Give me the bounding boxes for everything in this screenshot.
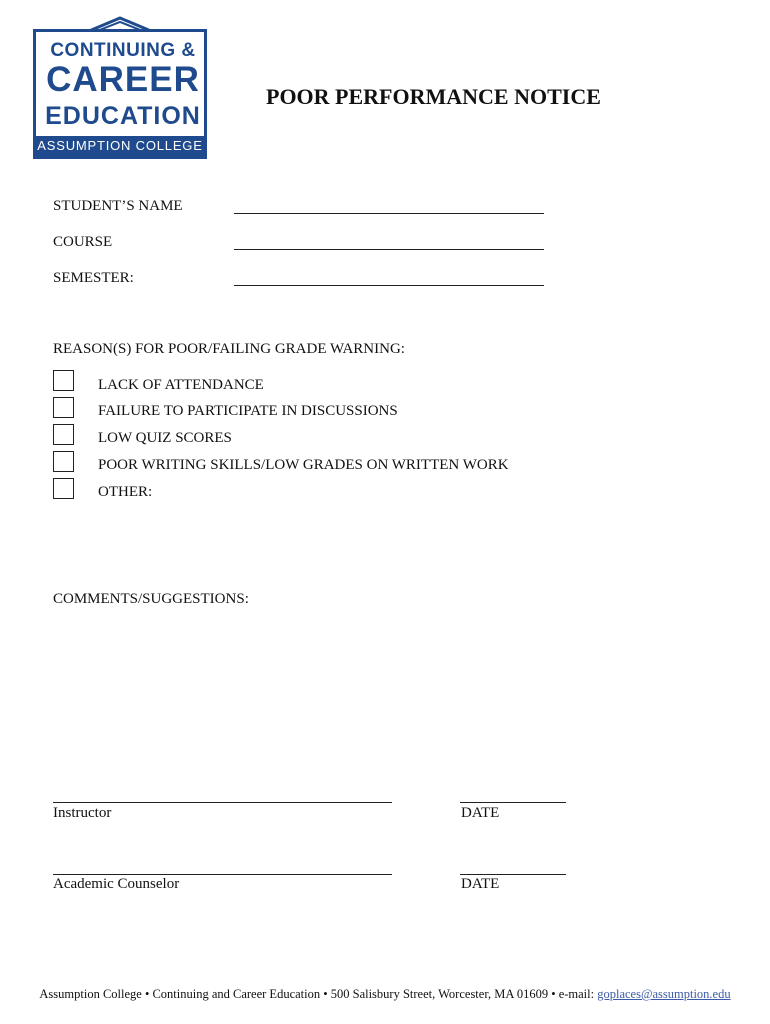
- reasons-heading: REASON(S) FOR POOR/FAILING GRADE WARNING:: [53, 341, 405, 357]
- footer-address: Assumption College • Continuing and Career Education • 500 Salisbury Street, Worcester, MA 01609 • e-mail:: [39, 987, 598, 1001]
- checkbox-poor-writing[interactable]: [53, 451, 74, 472]
- instructor-date-line[interactable]: [460, 802, 566, 803]
- footer: [0, 987, 770, 1002]
- reason-label-other: OTHER:: [98, 484, 153, 500]
- logo-text-career: CAREER: [46, 60, 200, 99]
- checkbox-failure-to-participate[interactable]: [53, 397, 74, 418]
- logo-text-continuing: CONTINUING &: [50, 40, 196, 61]
- course-line[interactable]: [234, 249, 544, 250]
- student-name-label: STUDENT’S NAME: [53, 198, 183, 214]
- counselor-label: Academic Counselor: [53, 876, 180, 892]
- footer-email-link[interactable]: goplaces@assumption.edu: [597, 987, 731, 1001]
- logo-text-college: ASSUMPTION COLLEGE: [36, 136, 204, 156]
- checkbox-lack-of-attendance[interactable]: [53, 370, 74, 391]
- checkbox-low-quiz-scores[interactable]: [53, 424, 74, 445]
- instructor-date-label: DATE: [461, 805, 500, 821]
- counselor-signature-line[interactable]: [53, 874, 392, 875]
- reason-label-attendance: LACK OF ATTENDANCE: [98, 377, 264, 393]
- counselor-date-line[interactable]: [460, 874, 566, 875]
- student-name-line[interactable]: [234, 213, 544, 214]
- logo: [31, 16, 209, 159]
- semester-label: SEMESTER:: [53, 270, 134, 286]
- course-label: COURSE: [53, 234, 113, 250]
- reason-label-quiz: LOW QUIZ SCORES: [98, 430, 232, 446]
- reason-label-participation: FAILURE TO PARTICIPATE IN DISCUSSIONS: [98, 403, 398, 419]
- instructor-label: Instructor: [53, 805, 112, 821]
- logo-text-education: EDUCATION: [45, 102, 201, 130]
- comments-heading: COMMENTS/SUGGESTIONS:: [53, 591, 249, 607]
- checkbox-other[interactable]: [53, 478, 74, 499]
- instructor-signature-line[interactable]: [53, 802, 392, 803]
- counselor-date-label: DATE: [461, 876, 500, 892]
- reason-label-writing: POOR WRITING SKILLS/LOW GRADES ON WRITTEN WORK: [98, 457, 509, 473]
- logo-frame: [33, 29, 207, 159]
- page-title: POOR PERFORMANCE NOTICE: [266, 84, 601, 109]
- semester-line[interactable]: [234, 285, 544, 286]
